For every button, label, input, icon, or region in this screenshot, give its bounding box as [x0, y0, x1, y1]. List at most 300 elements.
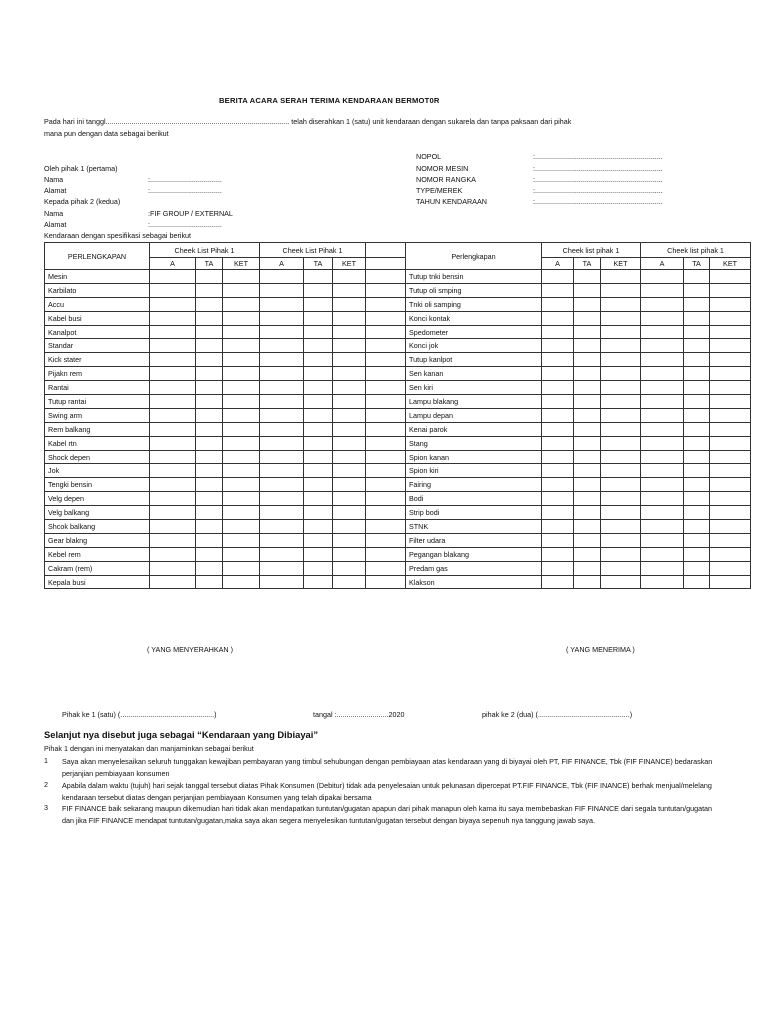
- check-cell[interactable]: [333, 520, 366, 534]
- check-cell[interactable]: [304, 575, 333, 589]
- check-cell[interactable]: [366, 464, 406, 478]
- check-cell[interactable]: [542, 547, 574, 561]
- check-cell[interactable]: [641, 506, 684, 520]
- check-cell[interactable]: [333, 547, 366, 561]
- check-cell[interactable]: [304, 506, 333, 520]
- check-cell[interactable]: [260, 325, 304, 339]
- check-cell[interactable]: [684, 533, 710, 547]
- check-cell[interactable]: [333, 353, 366, 367]
- check-cell[interactable]: [641, 575, 684, 589]
- check-cell[interactable]: [223, 450, 260, 464]
- check-cell[interactable]: [150, 422, 196, 436]
- check-cell[interactable]: [223, 367, 260, 381]
- check-cell[interactable]: [260, 478, 304, 492]
- check-cell[interactable]: [333, 436, 366, 450]
- check-cell[interactable]: [366, 408, 406, 422]
- check-cell[interactable]: [542, 520, 574, 534]
- check-cell[interactable]: [641, 270, 684, 284]
- check-cell[interactable]: [150, 353, 196, 367]
- check-cell[interactable]: [304, 270, 333, 284]
- check-cell[interactable]: [150, 381, 196, 395]
- check-cell[interactable]: [641, 561, 684, 575]
- check-cell[interactable]: [196, 339, 223, 353]
- check-cell[interactable]: [196, 408, 223, 422]
- check-cell[interactable]: [260, 506, 304, 520]
- check-cell[interactable]: [333, 464, 366, 478]
- check-cell[interactable]: [260, 353, 304, 367]
- check-cell[interactable]: [150, 520, 196, 534]
- check-cell[interactable]: [333, 575, 366, 589]
- check-cell[interactable]: [710, 520, 751, 534]
- check-cell[interactable]: [223, 381, 260, 395]
- check-cell[interactable]: [304, 395, 333, 409]
- check-cell[interactable]: [260, 450, 304, 464]
- check-cell[interactable]: [366, 325, 406, 339]
- check-cell[interactable]: [542, 395, 574, 409]
- check-cell[interactable]: [196, 464, 223, 478]
- check-cell[interactable]: [542, 561, 574, 575]
- check-cell[interactable]: [574, 478, 601, 492]
- check-cell[interactable]: [574, 395, 601, 409]
- check-cell[interactable]: [710, 367, 751, 381]
- check-cell[interactable]: [223, 464, 260, 478]
- check-cell[interactable]: [710, 492, 751, 506]
- check-cell[interactable]: [366, 353, 406, 367]
- check-cell[interactable]: [684, 575, 710, 589]
- check-cell[interactable]: [710, 283, 751, 297]
- check-cell[interactable]: [366, 381, 406, 395]
- check-cell[interactable]: [333, 422, 366, 436]
- check-cell[interactable]: [574, 270, 601, 284]
- check-cell[interactable]: [366, 492, 406, 506]
- check-cell[interactable]: [710, 422, 751, 436]
- check-cell[interactable]: [223, 506, 260, 520]
- check-cell[interactable]: [223, 561, 260, 575]
- check-cell[interactable]: [641, 381, 684, 395]
- check-cell[interactable]: [710, 561, 751, 575]
- check-cell[interactable]: [601, 339, 641, 353]
- check-cell[interactable]: [641, 547, 684, 561]
- check-cell[interactable]: [542, 464, 574, 478]
- check-cell[interactable]: [641, 408, 684, 422]
- check-cell[interactable]: [150, 339, 196, 353]
- check-cell[interactable]: [196, 395, 223, 409]
- check-cell[interactable]: [710, 325, 751, 339]
- check-cell[interactable]: [641, 450, 684, 464]
- check-cell[interactable]: [542, 297, 574, 311]
- check-cell[interactable]: [223, 311, 260, 325]
- check-cell[interactable]: [304, 478, 333, 492]
- check-cell[interactable]: [260, 381, 304, 395]
- check-cell[interactable]: [304, 436, 333, 450]
- check-cell[interactable]: [333, 311, 366, 325]
- check-cell[interactable]: [333, 339, 366, 353]
- check-cell[interactable]: [542, 533, 574, 547]
- check-cell[interactable]: [684, 450, 710, 464]
- check-cell[interactable]: [223, 395, 260, 409]
- check-cell[interactable]: [542, 339, 574, 353]
- check-cell[interactable]: [304, 339, 333, 353]
- check-cell[interactable]: [150, 367, 196, 381]
- check-cell[interactable]: [641, 464, 684, 478]
- check-cell[interactable]: [574, 520, 601, 534]
- check-cell[interactable]: [333, 533, 366, 547]
- check-cell[interactable]: [196, 270, 223, 284]
- check-cell[interactable]: [196, 520, 223, 534]
- check-cell[interactable]: [710, 547, 751, 561]
- check-cell[interactable]: [150, 575, 196, 589]
- check-cell[interactable]: [684, 367, 710, 381]
- check-cell[interactable]: [601, 408, 641, 422]
- check-cell[interactable]: [684, 478, 710, 492]
- check-cell[interactable]: [574, 450, 601, 464]
- check-cell[interactable]: [684, 297, 710, 311]
- check-cell[interactable]: [260, 311, 304, 325]
- check-cell[interactable]: [574, 533, 601, 547]
- check-cell[interactable]: [574, 353, 601, 367]
- check-cell[interactable]: [601, 436, 641, 450]
- check-cell[interactable]: [333, 325, 366, 339]
- check-cell[interactable]: [366, 367, 406, 381]
- check-cell[interactable]: [150, 311, 196, 325]
- check-cell[interactable]: [710, 395, 751, 409]
- check-cell[interactable]: [601, 297, 641, 311]
- check-cell[interactable]: [542, 381, 574, 395]
- check-cell[interactable]: [333, 492, 366, 506]
- check-cell[interactable]: [641, 422, 684, 436]
- check-cell[interactable]: [366, 436, 406, 450]
- check-cell[interactable]: [304, 408, 333, 422]
- check-cell[interactable]: [601, 367, 641, 381]
- check-cell[interactable]: [684, 506, 710, 520]
- check-cell[interactable]: [684, 325, 710, 339]
- check-cell[interactable]: [150, 561, 196, 575]
- check-cell[interactable]: [574, 367, 601, 381]
- check-cell[interactable]: [196, 422, 223, 436]
- check-cell[interactable]: [574, 325, 601, 339]
- check-cell[interactable]: [260, 436, 304, 450]
- check-cell[interactable]: [304, 381, 333, 395]
- check-cell[interactable]: [601, 547, 641, 561]
- check-cell[interactable]: [150, 270, 196, 284]
- check-cell[interactable]: [260, 339, 304, 353]
- check-cell[interactable]: [601, 353, 641, 367]
- check-cell[interactable]: [641, 325, 684, 339]
- check-cell[interactable]: [223, 297, 260, 311]
- check-cell[interactable]: [601, 270, 641, 284]
- check-cell[interactable]: [684, 408, 710, 422]
- check-cell[interactable]: [304, 325, 333, 339]
- check-cell[interactable]: [601, 450, 641, 464]
- check-cell[interactable]: [333, 450, 366, 464]
- check-cell[interactable]: [260, 520, 304, 534]
- check-cell[interactable]: [641, 311, 684, 325]
- check-cell[interactable]: [366, 283, 406, 297]
- check-cell[interactable]: [574, 436, 601, 450]
- check-cell[interactable]: [196, 367, 223, 381]
- check-cell[interactable]: [366, 270, 406, 284]
- check-cell[interactable]: [366, 478, 406, 492]
- check-cell[interactable]: [260, 297, 304, 311]
- check-cell[interactable]: [333, 395, 366, 409]
- check-cell[interactable]: [304, 311, 333, 325]
- check-cell[interactable]: [260, 547, 304, 561]
- check-cell[interactable]: [196, 325, 223, 339]
- check-cell[interactable]: [574, 547, 601, 561]
- check-cell[interactable]: [260, 270, 304, 284]
- check-cell[interactable]: [304, 520, 333, 534]
- check-cell[interactable]: [223, 270, 260, 284]
- check-cell[interactable]: [333, 408, 366, 422]
- check-cell[interactable]: [710, 436, 751, 450]
- check-cell[interactable]: [150, 395, 196, 409]
- check-cell[interactable]: [150, 297, 196, 311]
- check-cell[interactable]: [601, 464, 641, 478]
- check-cell[interactable]: [223, 408, 260, 422]
- check-cell[interactable]: [333, 270, 366, 284]
- check-cell[interactable]: [710, 339, 751, 353]
- check-cell[interactable]: [601, 561, 641, 575]
- check-cell[interactable]: [196, 311, 223, 325]
- check-cell[interactable]: [710, 270, 751, 284]
- check-cell[interactable]: [574, 561, 601, 575]
- check-cell[interactable]: [150, 283, 196, 297]
- check-cell[interactable]: [366, 422, 406, 436]
- check-cell[interactable]: [196, 561, 223, 575]
- check-cell[interactable]: [574, 339, 601, 353]
- check-cell[interactable]: [641, 436, 684, 450]
- check-cell[interactable]: [641, 339, 684, 353]
- check-cell[interactable]: [196, 506, 223, 520]
- check-cell[interactable]: [333, 561, 366, 575]
- check-cell[interactable]: [260, 575, 304, 589]
- check-cell[interactable]: [223, 339, 260, 353]
- check-cell[interactable]: [150, 506, 196, 520]
- check-cell[interactable]: [366, 547, 406, 561]
- check-cell[interactable]: [223, 283, 260, 297]
- check-cell[interactable]: [641, 297, 684, 311]
- check-cell[interactable]: [601, 533, 641, 547]
- check-cell[interactable]: [223, 436, 260, 450]
- check-cell[interactable]: [223, 520, 260, 534]
- check-cell[interactable]: [641, 353, 684, 367]
- check-cell[interactable]: [223, 325, 260, 339]
- check-cell[interactable]: [150, 478, 196, 492]
- check-cell[interactable]: [684, 520, 710, 534]
- check-cell[interactable]: [333, 367, 366, 381]
- check-cell[interactable]: [366, 520, 406, 534]
- check-cell[interactable]: [542, 270, 574, 284]
- check-cell[interactable]: [684, 311, 710, 325]
- check-cell[interactable]: [542, 422, 574, 436]
- check-cell[interactable]: [684, 464, 710, 478]
- check-cell[interactable]: [304, 547, 333, 561]
- check-cell[interactable]: [684, 561, 710, 575]
- check-cell[interactable]: [542, 367, 574, 381]
- check-cell[interactable]: [366, 297, 406, 311]
- check-cell[interactable]: [684, 270, 710, 284]
- check-cell[interactable]: [641, 478, 684, 492]
- check-cell[interactable]: [304, 422, 333, 436]
- check-cell[interactable]: [542, 353, 574, 367]
- check-cell[interactable]: [710, 478, 751, 492]
- check-cell[interactable]: [196, 381, 223, 395]
- check-cell[interactable]: [710, 297, 751, 311]
- check-cell[interactable]: [366, 395, 406, 409]
- check-cell[interactable]: [366, 450, 406, 464]
- check-cell[interactable]: [366, 533, 406, 547]
- check-cell[interactable]: [684, 353, 710, 367]
- check-cell[interactable]: [196, 436, 223, 450]
- check-cell[interactable]: [710, 408, 751, 422]
- check-cell[interactable]: [684, 492, 710, 506]
- check-cell[interactable]: [223, 478, 260, 492]
- check-cell[interactable]: [260, 422, 304, 436]
- check-cell[interactable]: [710, 311, 751, 325]
- check-cell[interactable]: [304, 367, 333, 381]
- check-cell[interactable]: [333, 381, 366, 395]
- check-cell[interactable]: [150, 450, 196, 464]
- check-cell[interactable]: [542, 325, 574, 339]
- check-cell[interactable]: [223, 533, 260, 547]
- check-cell[interactable]: [223, 575, 260, 589]
- check-cell[interactable]: [542, 492, 574, 506]
- check-cell[interactable]: [196, 297, 223, 311]
- check-cell[interactable]: [574, 575, 601, 589]
- check-cell[interactable]: [366, 311, 406, 325]
- check-cell[interactable]: [684, 422, 710, 436]
- check-cell[interactable]: [260, 395, 304, 409]
- check-cell[interactable]: [150, 325, 196, 339]
- check-cell[interactable]: [542, 408, 574, 422]
- check-cell[interactable]: [223, 353, 260, 367]
- check-cell[interactable]: [260, 492, 304, 506]
- check-cell[interactable]: [710, 464, 751, 478]
- check-cell[interactable]: [304, 561, 333, 575]
- check-cell[interactable]: [196, 353, 223, 367]
- check-cell[interactable]: [304, 492, 333, 506]
- check-cell[interactable]: [150, 492, 196, 506]
- check-cell[interactable]: [601, 506, 641, 520]
- check-cell[interactable]: [333, 506, 366, 520]
- check-cell[interactable]: [150, 436, 196, 450]
- item-label-left: Velg balkang: [45, 506, 150, 520]
- check-cell[interactable]: [196, 575, 223, 589]
- check-cell[interactable]: [641, 395, 684, 409]
- check-cell[interactable]: [333, 283, 366, 297]
- check-cell[interactable]: [710, 353, 751, 367]
- check-cell[interactable]: [601, 492, 641, 506]
- check-cell[interactable]: [601, 283, 641, 297]
- check-cell[interactable]: [601, 381, 641, 395]
- check-cell[interactable]: [684, 339, 710, 353]
- check-cell[interactable]: [710, 381, 751, 395]
- check-cell[interactable]: [684, 381, 710, 395]
- check-cell[interactable]: [260, 283, 304, 297]
- check-cell[interactable]: [196, 547, 223, 561]
- check-cell[interactable]: [304, 297, 333, 311]
- check-cell[interactable]: [366, 506, 406, 520]
- check-cell[interactable]: [641, 533, 684, 547]
- check-cell[interactable]: [542, 450, 574, 464]
- check-cell[interactable]: [574, 408, 601, 422]
- check-cell[interactable]: [366, 339, 406, 353]
- check-cell[interactable]: [304, 353, 333, 367]
- check-cell[interactable]: [542, 575, 574, 589]
- check-cell[interactable]: [542, 311, 574, 325]
- check-cell[interactable]: [574, 381, 601, 395]
- check-cell[interactable]: [542, 506, 574, 520]
- check-cell[interactable]: [710, 450, 751, 464]
- check-cell[interactable]: [260, 533, 304, 547]
- check-cell[interactable]: [574, 464, 601, 478]
- check-cell[interactable]: [223, 492, 260, 506]
- check-cell[interactable]: [574, 492, 601, 506]
- check-cell[interactable]: [196, 283, 223, 297]
- check-cell[interactable]: [150, 547, 196, 561]
- check-cell[interactable]: [196, 450, 223, 464]
- check-cell[interactable]: [333, 297, 366, 311]
- check-cell[interactable]: [574, 422, 601, 436]
- check-cell[interactable]: [601, 478, 641, 492]
- check-cell[interactable]: [260, 464, 304, 478]
- check-cell[interactable]: [304, 450, 333, 464]
- check-cell[interactable]: [710, 506, 751, 520]
- check-cell[interactable]: [574, 506, 601, 520]
- check-cell[interactable]: [304, 283, 333, 297]
- check-cell[interactable]: [542, 436, 574, 450]
- check-cell[interactable]: [641, 492, 684, 506]
- check-cell[interactable]: [574, 283, 601, 297]
- check-cell[interactable]: [542, 478, 574, 492]
- check-cell[interactable]: [710, 533, 751, 547]
- check-cell[interactable]: [601, 422, 641, 436]
- check-cell[interactable]: [601, 311, 641, 325]
- check-cell[interactable]: [641, 367, 684, 381]
- check-cell[interactable]: [366, 561, 406, 575]
- check-cell[interactable]: [684, 283, 710, 297]
- check-cell[interactable]: [304, 464, 333, 478]
- check-cell[interactable]: [260, 408, 304, 422]
- check-cell[interactable]: [601, 325, 641, 339]
- check-cell[interactable]: [196, 533, 223, 547]
- check-cell[interactable]: [333, 478, 366, 492]
- check-cell[interactable]: [601, 575, 641, 589]
- check-cell[interactable]: [150, 464, 196, 478]
- check-cell[interactable]: [684, 395, 710, 409]
- check-cell[interactable]: [260, 561, 304, 575]
- check-cell[interactable]: [366, 575, 406, 589]
- check-cell[interactable]: [684, 436, 710, 450]
- check-cell[interactable]: [641, 520, 684, 534]
- check-cell[interactable]: [223, 547, 260, 561]
- check-cell[interactable]: [601, 520, 641, 534]
- check-cell[interactable]: [150, 408, 196, 422]
- check-cell[interactable]: [574, 297, 601, 311]
- check-cell[interactable]: [196, 478, 223, 492]
- check-cell[interactable]: [601, 395, 641, 409]
- check-cell[interactable]: [150, 533, 196, 547]
- check-cell[interactable]: [196, 492, 223, 506]
- check-cell[interactable]: [260, 367, 304, 381]
- check-cell[interactable]: [223, 422, 260, 436]
- check-cell[interactable]: [710, 575, 751, 589]
- check-cell[interactable]: [304, 533, 333, 547]
- check-cell[interactable]: [684, 547, 710, 561]
- check-cell[interactable]: [641, 283, 684, 297]
- check-cell[interactable]: [542, 283, 574, 297]
- check-cell[interactable]: [574, 311, 601, 325]
